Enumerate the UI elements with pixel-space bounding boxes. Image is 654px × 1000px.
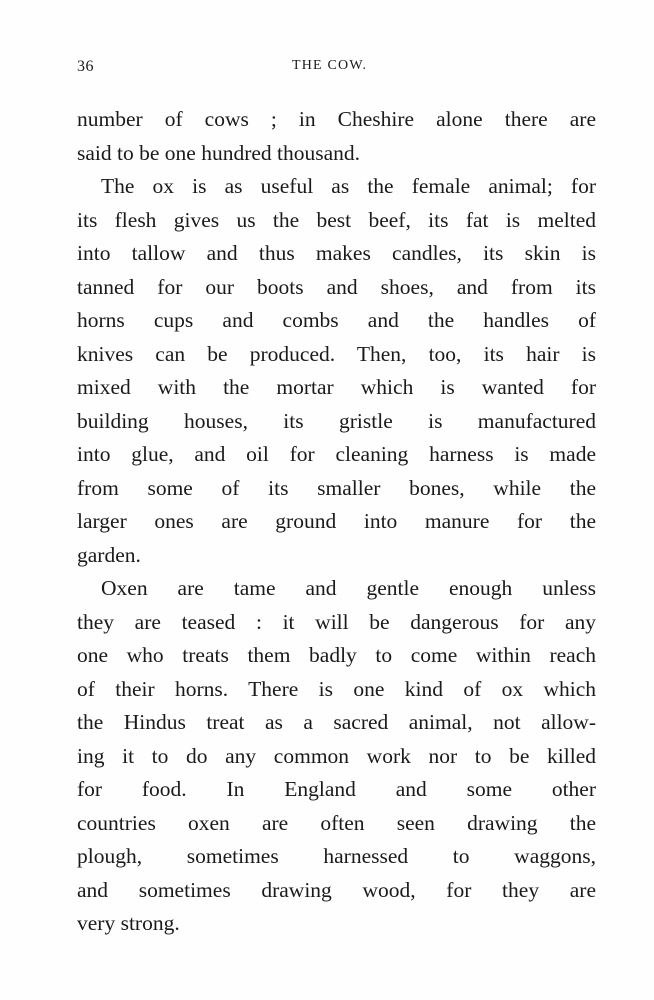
- text-line: and sometimes drawing wood, for they are: [77, 877, 596, 902]
- text-line: building houses, its gristle is manufactured: [77, 408, 596, 433]
- text-line: its flesh gives us the best beef, its fat is melted: [77, 207, 596, 232]
- text-line: number of cows ; in Cheshire alone there are: [77, 107, 596, 131]
- text-line: The ox is as useful as the female animal; for: [101, 174, 596, 198]
- text-line: into tallow and thus makes candles, its skin is: [77, 241, 596, 265]
- text-line: for food. In England and some other: [77, 777, 596, 801]
- page-number: 36: [77, 58, 94, 75]
- text-line: mixed with the mortar which is wanted for: [77, 375, 596, 399]
- text-line: Oxen are tame and gentle enough unless: [101, 576, 596, 600]
- page-header: [77, 58, 597, 82]
- text-line: they are teased : it will be dangerous for any: [77, 609, 596, 634]
- text-line: of their horns. There is one kind of ox which: [77, 676, 596, 701]
- text-line: horns cups and combs and the handles of: [77, 308, 596, 332]
- running-title: THE COW.: [292, 58, 368, 73]
- text-line: one who treats them badly to come within reach: [77, 643, 596, 667]
- text-line: the Hindus treat as a sacred animal, not allow-: [77, 710, 596, 734]
- body-text: [77, 103, 596, 941]
- text-line: ing it to do any common work nor to be killed: [77, 743, 596, 768]
- text-line: very strong.: [77, 911, 180, 935]
- text-line: garden.: [77, 542, 141, 567]
- text-line: countries oxen are often seen drawing the: [77, 810, 596, 835]
- text-line: larger ones are ground into manure for the: [77, 509, 596, 533]
- text-line: plough, sometimes harnessed to waggons,: [77, 844, 596, 868]
- text-line: knives can be produced. Then, too, its hair is: [77, 341, 596, 366]
- text-line: said to be one hundred thousand.: [77, 140, 361, 165]
- text-line: into glue, and oil for cleaning harness is made: [77, 442, 596, 466]
- text-line: tanned for our boots and shoes, and from its: [77, 274, 596, 299]
- text-line: from some of its smaller bones, while the: [77, 475, 596, 500]
